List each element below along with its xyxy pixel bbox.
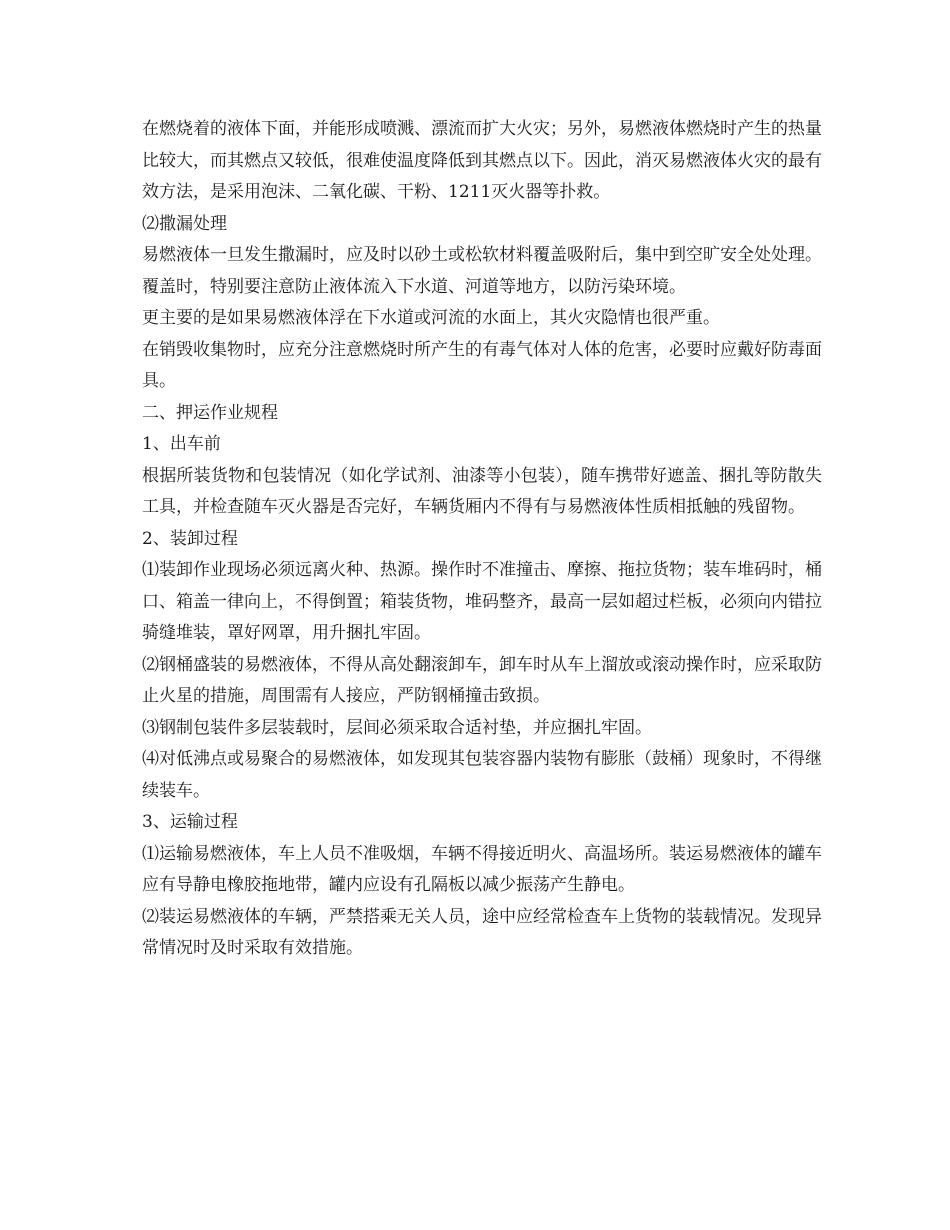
document-body [142, 114, 822, 965]
paragraph-spill-response: 易燃液体一旦发生撒漏时，应及时以砂土或松软材料覆盖吸附后，集中到空旷安全处处理。覆盖时，特别要注意防止液体流入下水道、河道等地方，以防污染环境。 [142, 245, 822, 297]
paragraph-transport-rule-2: ⑵装运易燃液体的车辆，严禁搭乘无关人员，途中应经常检查车上货物的装载情况。发现异常情况时及时采取有效措施。 [142, 906, 822, 958]
paragraph-loading-rule-1: ⑴装卸作业现场必须远离火种、热源。操作时不准撞击、摩擦、拖拉货物；装车堆码时，桶口、箱盖一律向上，不得倒置；箱装货物，堆码整齐，最高一层如超过栏板，必须向内错拉骑缝堆装，罩好网罩，用升捆扎牢固。 [142, 560, 822, 643]
heading-spill-handling: ⑵撒漏处理 [142, 213, 227, 234]
paragraph-departure-checks: 根据所装货物和包装情况（如化学试剂、油漆等小包装），随车携带好遮盖、捆扎等防散失工具，并检查随车灭火器是否完好，车辆货厢内不得有与易燃液体性质相抵触的残留物。 [142, 465, 822, 517]
paragraph-transport-rule-1: ⑴运输易燃液体，车上人员不准吸烟，车辆不得接近明火、高温场所。装运易燃液体的罐车应有导静电橡胶拖地带，罐内应设有孔隔板以减少振荡产生静电。 [142, 843, 822, 895]
heading-before-departure: 1、出车前 [142, 434, 221, 454]
heading-escort-procedures: 二、押运作业规程 [142, 402, 278, 423]
paragraph-fire-fighting-methods: 在燃烧着的液体下面，并能形成喷溅、漂流而扩大火灾；另外，易燃液体燃烧时产生的热量比较大，而其燃点又较低，很难使温度降低到其燃点以下。因此，消灭易燃液体火灾的最有效方法，是采用泡沫、二氧化碳、干粉、1211灭火器等扑救。 [142, 119, 822, 202]
heading-loading-unloading: 2、装卸过程 [142, 528, 238, 549]
paragraph-loading-rule-3: ⑶钢制包装件多层装载时，层间必须采取合适衬垫，并应捆扎牢固。 [142, 717, 652, 738]
heading-transport-process: 3、运输过程 [142, 812, 238, 832]
paragraph-loading-rule-4: ⑷对低沸点或易聚合的易燃液体，如发现其包装容器内装物有膨胀（鼓桶）现象时，不得继续装车。 [142, 749, 822, 801]
paragraph-waterway-risk: 更主要的是如果易燃液体浮在下水道或河流的水面上，其火灾隐情也很严重。 [142, 308, 720, 328]
paragraph-loading-rule-2: ⑵钢桶盛装的易燃液体，不得从高处翻滚卸车，卸车时从车上溜放或滚动操作时，应采取防止火星的措施，周围需有人接应，严防钢桶撞击致损。 [142, 654, 822, 706]
paragraph-disposal-safety: 在销毁收集物时，应充分注意燃烧时所产生的有毒气体对人体的危害，必要时应戴好防毒面具。 [142, 339, 822, 391]
